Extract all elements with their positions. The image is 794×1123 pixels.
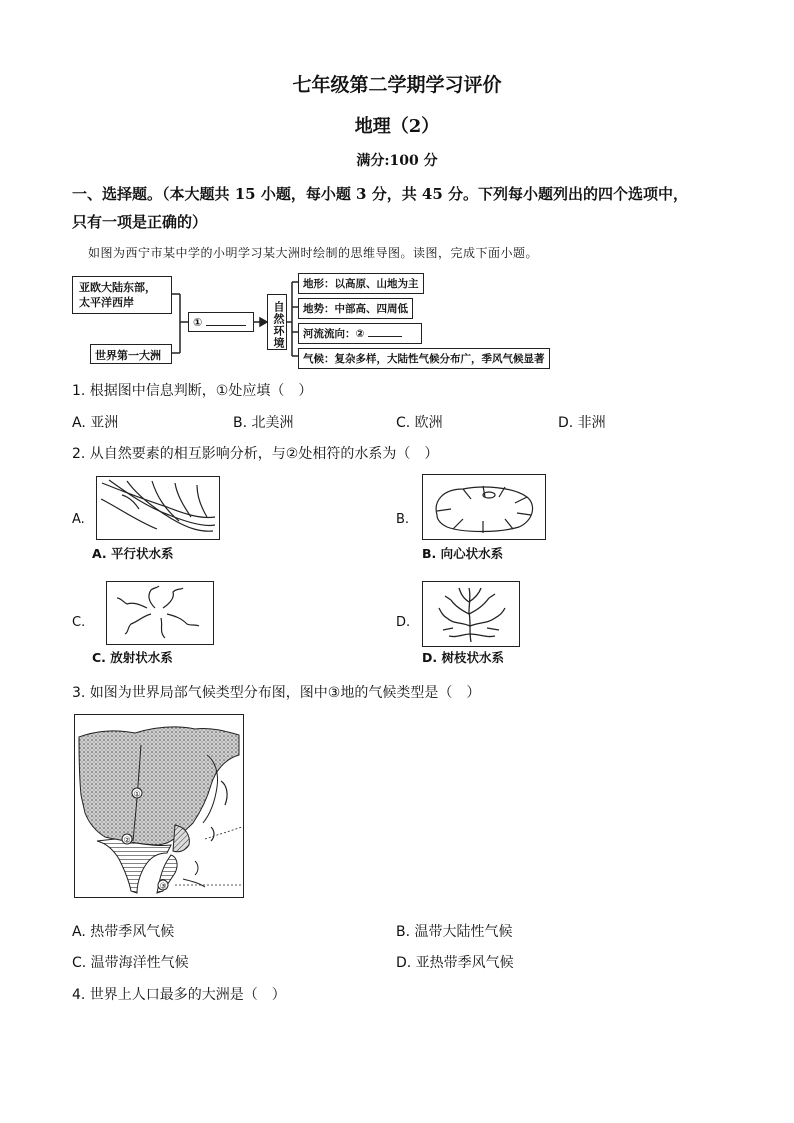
q2-option-b-letter[interactable]: B. bbox=[396, 512, 410, 527]
q2-option-d-letter[interactable]: D. bbox=[396, 615, 411, 630]
q3-option-c[interactable]: C. 温带海洋性气候 bbox=[72, 955, 189, 971]
map-label-3: ③ bbox=[159, 881, 167, 891]
mind-map-location-box bbox=[72, 276, 172, 314]
q2-caption-b: B. 向心状水系 bbox=[422, 546, 504, 561]
mind-map-size-box: 世界第一大洲 bbox=[90, 344, 172, 364]
parallel-drainage-drawing bbox=[97, 477, 218, 538]
q3-option-d[interactable]: D. 亚热带季风气候 bbox=[396, 955, 514, 971]
parallel-drainage-image[interactable] bbox=[96, 476, 220, 540]
mind-map-terrain: 地形：以高原、山地为主 bbox=[298, 273, 424, 294]
mind-map bbox=[72, 268, 572, 372]
q2-caption-c: C. 放射状水系 bbox=[92, 650, 173, 665]
climate-map-image[interactable] bbox=[74, 714, 244, 898]
radial-drainage-drawing bbox=[107, 582, 212, 643]
q2-option-a-letter[interactable]: A. bbox=[72, 512, 85, 527]
q2-caption-d: D. 树枝状水系 bbox=[422, 650, 504, 665]
map-label-2: ② bbox=[123, 835, 131, 845]
q3-option-a[interactable]: A. 热带季风气候 bbox=[72, 924, 175, 940]
mind-map-elevation: 地势：中部高、四周低 bbox=[298, 298, 413, 319]
mind-map-center: 自然环境 bbox=[267, 294, 287, 350]
q1-option-b[interactable]: B. 北美洲 bbox=[233, 415, 294, 431]
dendritic-drainage-image[interactable] bbox=[422, 581, 520, 647]
river-label: 河流流向：② bbox=[303, 328, 365, 340]
mind-map-river bbox=[298, 323, 422, 344]
question-intro: 如图为西宁市某中学的小明学习某大洲时绘制的思维导图。读图，完成下面小题。 bbox=[88, 246, 539, 260]
centripetal-drainage-drawing bbox=[423, 475, 544, 538]
map-label-1: ① bbox=[133, 789, 141, 799]
subject-title: 地理（2） bbox=[354, 116, 440, 137]
question-2-stem: 2. 从自然要素的相互影响分析，与②处相符的水系为（ ） bbox=[72, 446, 439, 462]
mind-map-location-line1: 亚欧大陆东部， bbox=[79, 281, 156, 294]
mind-map-blank-1 bbox=[188, 312, 254, 332]
dendritic-drainage-drawing bbox=[423, 582, 518, 645]
centripetal-drainage-image[interactable] bbox=[422, 474, 546, 540]
q2-option-c-letter[interactable]: C. bbox=[72, 615, 86, 630]
climate-map-drawing bbox=[75, 715, 242, 896]
blank-1-label: ① bbox=[193, 316, 203, 329]
mind-map-climate: 气候：复杂多样，大陆性气候分布广，季风气候显著 bbox=[298, 348, 550, 369]
q1-option-a[interactable]: A. 亚洲 bbox=[72, 415, 119, 431]
section-heading-line1: 一、选择题。（本大题共 15 小题，每小题 3 分，共 45 分。下列每小题列出的四个选项中， bbox=[72, 185, 689, 203]
section-heading-line2: 只有一项是正确的） bbox=[72, 213, 208, 231]
question-4-stem: 4. 世界上人口最多的大洲是（ ） bbox=[72, 987, 286, 1003]
question-1-stem: 1. 根据图中信息判断，①处应填（ ） bbox=[72, 383, 313, 399]
radial-drainage-image[interactable] bbox=[106, 581, 214, 645]
q2-caption-a: A. 平行状水系 bbox=[92, 546, 174, 561]
q1-option-c[interactable]: C. 欧洲 bbox=[396, 415, 443, 431]
mind-map-location-line2: 太平洋西岸 bbox=[79, 296, 134, 309]
question-3-stem: 3. 如图为世界局部气候类型分布图，图中③地的气候类型是（ ） bbox=[72, 685, 481, 701]
page-title: 七年级第二学期学习评价 bbox=[292, 74, 502, 96]
q1-option-d[interactable]: D. 非洲 bbox=[558, 415, 606, 431]
total-score: 满分:100 分 bbox=[356, 153, 438, 169]
q3-option-b[interactable]: B. 温带大陆性气候 bbox=[396, 924, 513, 940]
